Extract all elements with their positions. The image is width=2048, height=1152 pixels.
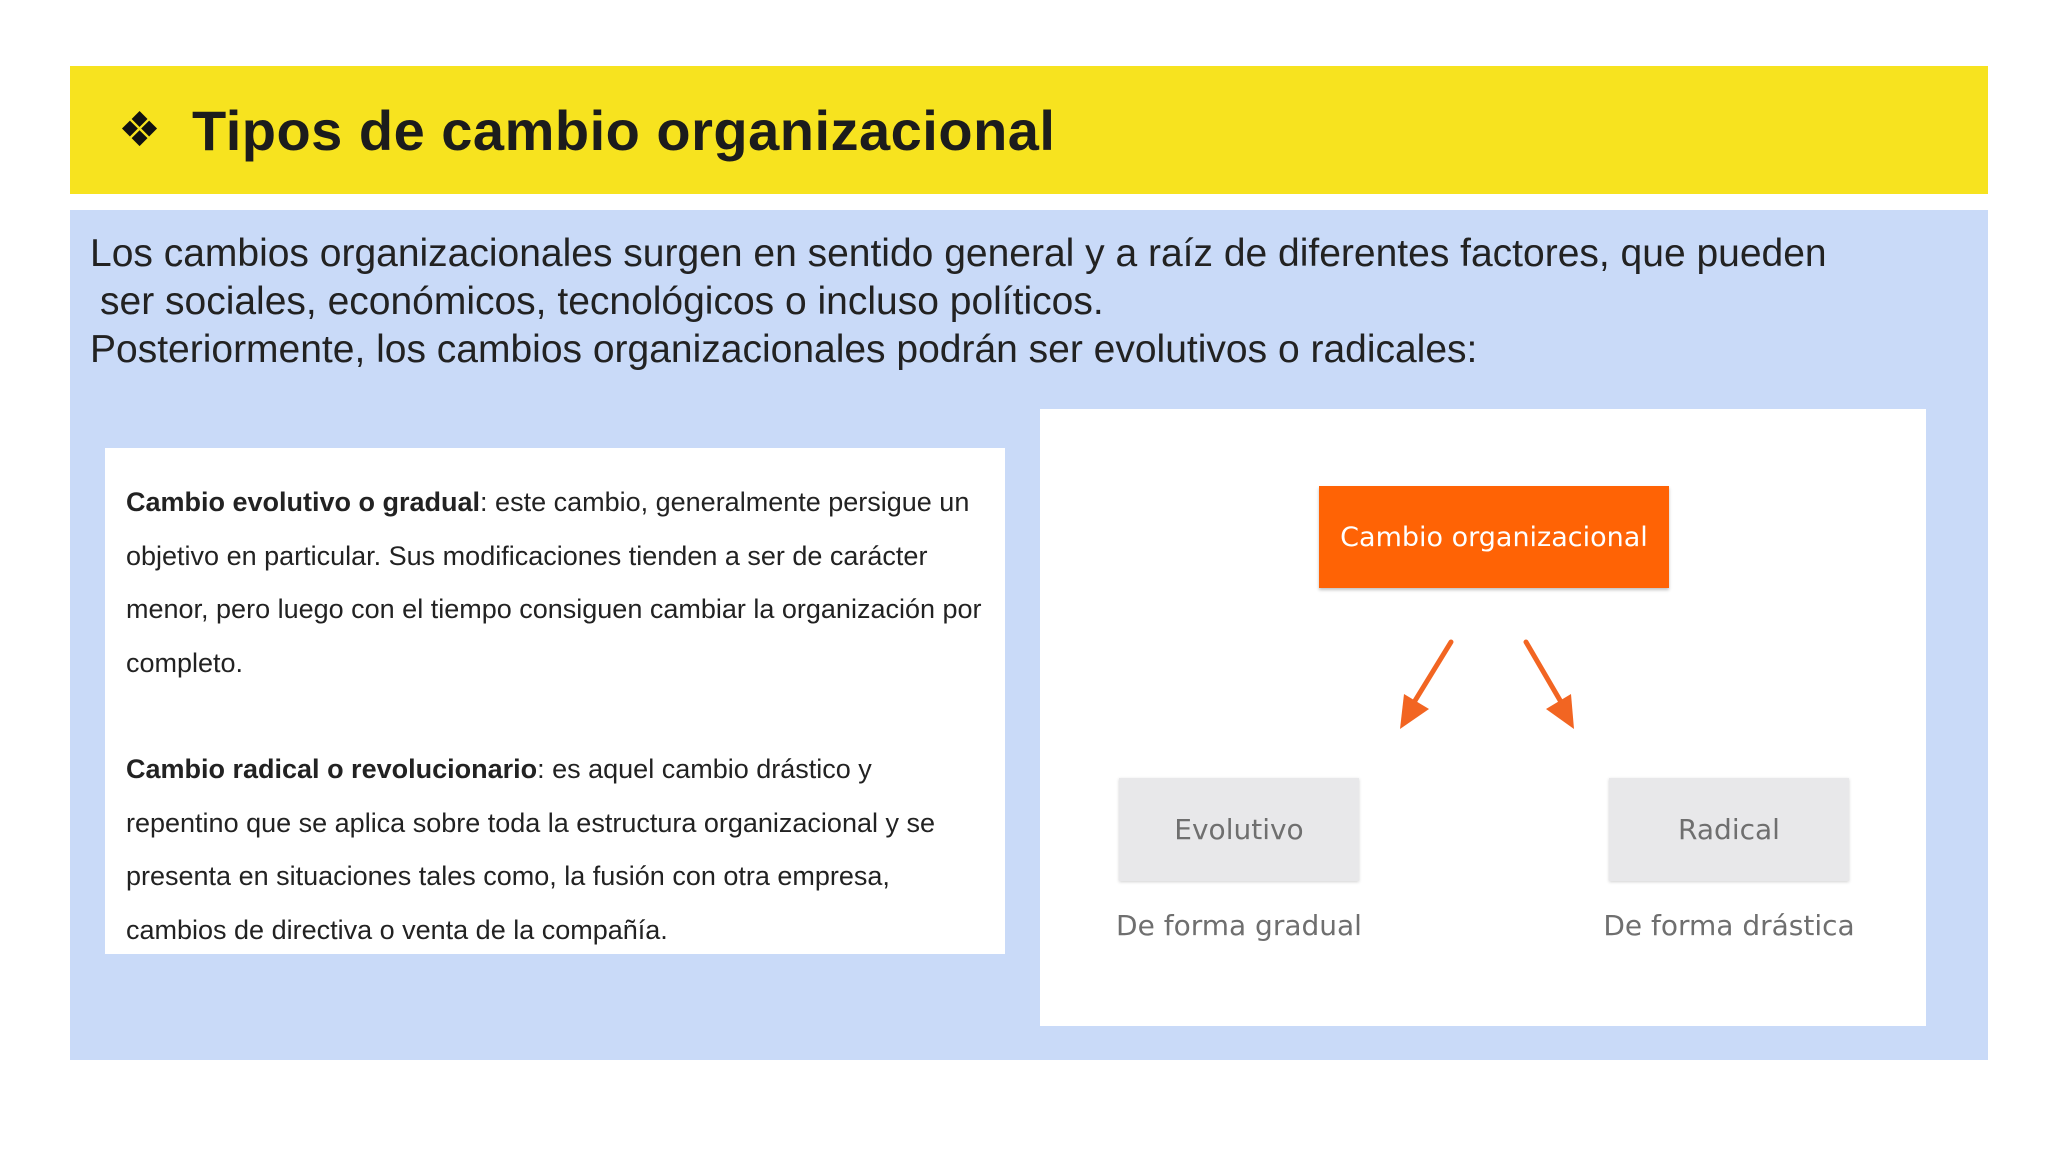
diagram-card bbox=[1040, 409, 1926, 1026]
definition-evolutivo bbox=[126, 476, 983, 690]
node-evolutivo: Evolutivo bbox=[1119, 778, 1359, 881]
title-bar bbox=[70, 66, 1988, 194]
paragraph-gap bbox=[126, 690, 983, 743]
intro-line-2: ser sociales, económicos, tecnológicos o incluso políticos. bbox=[100, 280, 1104, 323]
term-radical: Cambio radical o revolucionario bbox=[126, 754, 538, 784]
term-evolutivo: Cambio evolutivo o gradual bbox=[126, 487, 481, 517]
definition-radical bbox=[126, 743, 983, 957]
intro-line-1: Los cambios organizacionales surgen en sentido general y a raíz de diferentes factores, que pueden bbox=[90, 232, 1827, 275]
text-evolutivo: : este cambio, generalmente persigue un objetivo en particular. Sus modificaciones tienden a ser de carácter menor, pero luego con el tiempo consiguen cambiar la organización por completo. bbox=[126, 487, 982, 678]
slide-title: Tipos de cambio organizacional bbox=[192, 98, 1056, 162]
intro-line-3: Posteriormente, los cambios organizacionales podrán ser evolutivos o radicales: bbox=[90, 328, 1478, 371]
definitions-card bbox=[105, 448, 1005, 954]
caption-gradual: De forma gradual bbox=[1116, 909, 1362, 942]
caption-drastica: De forma drástica bbox=[1603, 909, 1855, 942]
intro-paragraph bbox=[90, 230, 1950, 374]
diamond-bullet-icon: ❖ bbox=[118, 102, 162, 158]
content-panel bbox=[70, 210, 1988, 1060]
text-radical: : es aquel cambio drástico y repentino que se aplica sobre toda la estructura organizacional y se presenta en situaciones tales como, la fusión con otra empresa, cambios de directiva o venta de la compañía. bbox=[126, 754, 935, 945]
arrow-right-icon bbox=[1526, 642, 1574, 729]
node-cambio-organizacional: Cambio organizacional bbox=[1319, 486, 1669, 588]
arrow-left-icon bbox=[1400, 642, 1451, 729]
node-radical: Radical bbox=[1609, 778, 1849, 881]
